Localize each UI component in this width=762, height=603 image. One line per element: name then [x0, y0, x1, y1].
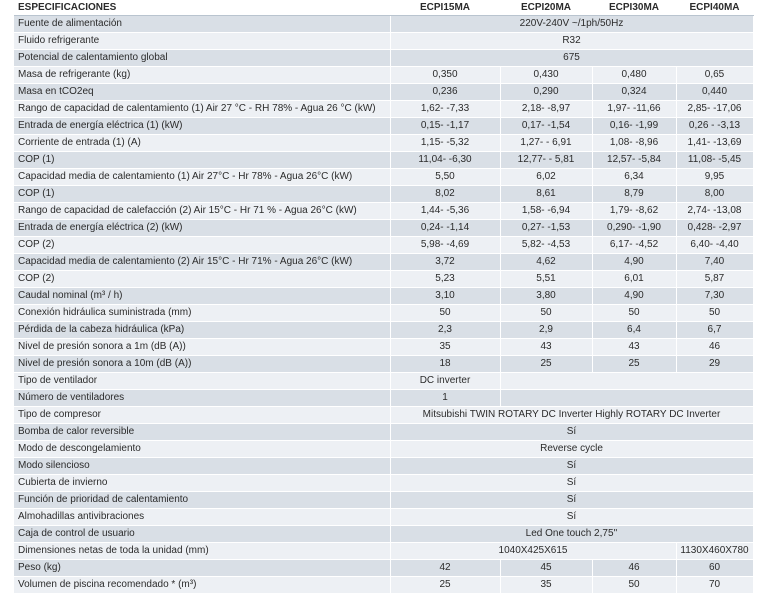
row-label: COP (2) — [14, 237, 390, 254]
row-value: 50 — [592, 305, 676, 322]
row-value: 29 — [676, 356, 753, 373]
table-row — [14, 424, 753, 441]
row-value: 0,236 — [390, 84, 500, 101]
row-value: 1,08- -8,96 — [592, 135, 676, 152]
header-model-ecpi15ma: ECPI15MA — [390, 0, 500, 16]
row-value: 6,02 — [500, 169, 592, 186]
table-row — [14, 33, 753, 50]
row-value: 0,430 — [500, 67, 592, 84]
row-value: 6,4 — [592, 322, 676, 339]
row-value: 1,62- -7,33 — [390, 101, 500, 118]
header-row — [14, 0, 753, 16]
row-label: Bomba de calor reversible — [14, 424, 390, 441]
row-value: R32 — [390, 33, 753, 50]
row-label: Nivel de presión sonora a 1m (dB (A)) — [14, 339, 390, 356]
row-value: 1,41- -13,69 — [676, 135, 753, 152]
row-value: Led One touch 2,75'' — [390, 526, 753, 543]
row-label: Peso (kg) — [14, 560, 390, 577]
row-label: Entrada de energía eléctrica (2) (kW) — [14, 220, 390, 237]
row-value: 1130X460X780 — [676, 543, 753, 560]
row-label: Corriente de entrada (1) (A) — [14, 135, 390, 152]
row-value: 3,10 — [390, 288, 500, 305]
table-row — [14, 237, 753, 254]
row-label: COP (1) — [14, 152, 390, 169]
row-value: 3,72 — [390, 254, 500, 271]
row-value: 0,26 - -3,13 — [676, 118, 753, 135]
row-label: Modo de descongelamiento — [14, 441, 390, 458]
row-value: 6,01 — [592, 271, 676, 288]
row-label: Rango de capacidad de calentamiento (1) Air 27 °C - RH 78% - Agua 26 °C (kW) — [14, 101, 390, 118]
table-row — [14, 390, 753, 407]
row-label: Caja de control de usuario — [14, 526, 390, 543]
table-row — [14, 288, 753, 305]
row-label: COP (1) — [14, 186, 390, 203]
row-label: Función de prioridad de calentamiento — [14, 492, 390, 509]
row-value: 25 — [592, 356, 676, 373]
table-row — [14, 475, 753, 492]
row-value: 1 — [390, 390, 500, 407]
table-row — [14, 577, 753, 594]
row-value: 5,98- -4,69 — [390, 237, 500, 254]
row-label: Potencial de calentamiento global — [14, 50, 390, 67]
row-value: Sí — [390, 492, 753, 509]
row-value: 12,77- - 5,81 — [500, 152, 592, 169]
table-row — [14, 492, 753, 509]
row-value: 50 — [390, 305, 500, 322]
row-label: Masa en tCO2eq — [14, 84, 390, 101]
row-value: 11,04- -6,30 — [390, 152, 500, 169]
header-model-ecpi30ma: ECPI30MA — [592, 0, 676, 16]
table-row — [14, 526, 753, 543]
row-value: 1,97- -11,66 — [592, 101, 676, 118]
row-value: 8,61 — [500, 186, 592, 203]
row-label: Volumen de piscina recomendado * (m³) — [14, 577, 390, 594]
row-value: 1040X425X615 — [390, 543, 676, 560]
row-value: 1,79- -8,62 — [592, 203, 676, 220]
row-value: 1,27- - 6,91 — [500, 135, 592, 152]
row-value: DC inverter — [390, 373, 500, 390]
row-value: 43 — [500, 339, 592, 356]
row-value: 0,350 — [390, 67, 500, 84]
row-value: 35 — [390, 339, 500, 356]
row-value: 25 — [500, 356, 592, 373]
row-label: Fuente de alimentación — [14, 16, 390, 33]
row-value: 5,50 — [390, 169, 500, 186]
row-value: 18 — [390, 356, 500, 373]
row-value: 6,7 — [676, 322, 753, 339]
table-row — [14, 203, 753, 220]
row-value: 0,290 — [500, 84, 592, 101]
table-row — [14, 441, 753, 458]
row-value: Reverse cycle — [390, 441, 753, 458]
row-label: Caudal nominal (m³ / h) — [14, 288, 390, 305]
specifications-table — [14, 0, 754, 594]
row-value: 46 — [592, 560, 676, 577]
row-value: 0,27- -1,53 — [500, 220, 592, 237]
row-value: 6,17- -4,52 — [592, 237, 676, 254]
table-row — [14, 84, 753, 101]
table-row — [14, 373, 753, 390]
row-value: 50 — [592, 577, 676, 594]
header-specifications: ESPECIFICACIONES — [14, 0, 390, 16]
row-label: Conexión hidráulica suministrada (mm) — [14, 305, 390, 322]
table-row — [14, 16, 753, 33]
row-value: 1,44- -5,36 — [390, 203, 500, 220]
row-value: 4,90 — [592, 288, 676, 305]
row-value: 0,16- -1,99 — [592, 118, 676, 135]
row-value: 9,95 — [676, 169, 753, 186]
row-value: 2,3 — [390, 322, 500, 339]
row-value: Sí — [390, 509, 753, 526]
row-label: Rango de capacidad de calefacción (2) Air 15°C - Hr 71 % - Agua 26°C (kW) — [14, 203, 390, 220]
row-value: 35 — [500, 577, 592, 594]
table-row — [14, 169, 753, 186]
table-row — [14, 186, 753, 203]
row-value: 4,90 — [592, 254, 676, 271]
row-label: Número de ventiladores — [14, 390, 390, 407]
row-value: 25 — [390, 577, 500, 594]
row-value: 2,9 — [500, 322, 592, 339]
row-value: 3,80 — [500, 288, 592, 305]
row-label: COP (2) — [14, 271, 390, 288]
row-value: 11,08- -5,45 — [676, 152, 753, 169]
table-row — [14, 118, 753, 135]
row-value: Sí — [390, 475, 753, 492]
row-value: 50 — [500, 305, 592, 322]
row-value: 0,24- -1,14 — [390, 220, 500, 237]
row-value: 0,480 — [592, 67, 676, 84]
row-label: Tipo de ventilador — [14, 373, 390, 390]
row-value: 5,51 — [500, 271, 592, 288]
row-value: 220V-240V ~/1ph/50Hz — [390, 16, 753, 33]
table-row — [14, 356, 753, 373]
row-value: Sí — [390, 458, 753, 475]
row-label: Tipo de compresor — [14, 407, 390, 424]
header-model-ecpi40ma: ECPI40MA — [676, 0, 753, 16]
table-row — [14, 271, 753, 288]
row-value: 5,87 — [676, 271, 753, 288]
row-label: Entrada de energía eléctrica (1) (kW) — [14, 118, 390, 135]
row-value: 0,428- -2,97 — [676, 220, 753, 237]
row-value: 1,15- -5,32 — [390, 135, 500, 152]
row-value: 4,62 — [500, 254, 592, 271]
row-value: 7,30 — [676, 288, 753, 305]
table-row — [14, 254, 753, 271]
table-row — [14, 135, 753, 152]
table-row — [14, 407, 753, 424]
row-value: 8,00 — [676, 186, 753, 203]
table-row — [14, 322, 753, 339]
table-row — [14, 339, 753, 356]
row-value: 0,17- -1,54 — [500, 118, 592, 135]
row-value: 2,18- -8,97 — [500, 101, 592, 118]
row-label: Masa de refrigerante (kg) — [14, 67, 390, 84]
row-value: 12,57- -5,84 — [592, 152, 676, 169]
table-row — [14, 50, 753, 67]
row-value: 8,02 — [390, 186, 500, 203]
row-value: 8,79 — [592, 186, 676, 203]
row-value: 0,440 — [676, 84, 753, 101]
row-value: 1,58- -6,94 — [500, 203, 592, 220]
table-row — [14, 152, 753, 169]
row-value — [500, 373, 753, 390]
table-row — [14, 67, 753, 84]
table-row — [14, 543, 753, 560]
row-value: 6,34 — [592, 169, 676, 186]
row-value: 675 — [390, 50, 753, 67]
row-value: 6,40- -4,40 — [676, 237, 753, 254]
row-label: Dimensiones netas de toda la unidad (mm) — [14, 543, 390, 560]
row-label: Almohadillas antivibraciones — [14, 509, 390, 526]
row-value: Mitsubishi TWIN ROTARY DC Inverter Highly ROTARY DC Inverter — [390, 407, 753, 424]
table-row — [14, 101, 753, 118]
row-value: 70 — [676, 577, 753, 594]
table-row — [14, 560, 753, 577]
row-value: 0,65 — [676, 67, 753, 84]
header-model-ecpi20ma: ECPI20MA — [500, 0, 592, 16]
row-label: Nivel de presión sonora a 10m (dB (A)) — [14, 356, 390, 373]
row-value: 0,290- -1,90 — [592, 220, 676, 237]
row-value: 42 — [390, 560, 500, 577]
row-value: 45 — [500, 560, 592, 577]
row-value: 60 — [676, 560, 753, 577]
row-label: Modo silencioso — [14, 458, 390, 475]
table-row — [14, 509, 753, 526]
row-label: Capacidad media de calentamiento (2) Air 15°C - Hr 71% - Agua 26°C (kW) — [14, 254, 390, 271]
row-value — [500, 390, 753, 407]
table-row — [14, 458, 753, 475]
row-label: Fluido refrigerante — [14, 33, 390, 50]
row-value: 5,23 — [390, 271, 500, 288]
table-body — [14, 16, 753, 594]
row-value: 2,85- -17,06 — [676, 101, 753, 118]
row-label: Cubierta de invierno — [14, 475, 390, 492]
table-row — [14, 220, 753, 237]
row-value: 7,40 — [676, 254, 753, 271]
row-value: 2,74- -13,08 — [676, 203, 753, 220]
row-label: Pérdida de la cabeza hidráulica (kPa) — [14, 322, 390, 339]
row-value: 50 — [676, 305, 753, 322]
table-row — [14, 305, 753, 322]
row-value: Sí — [390, 424, 753, 441]
row-value: 5,82- -4,53 — [500, 237, 592, 254]
row-value: 0,15- -1,17 — [390, 118, 500, 135]
row-label: Capacidad media de calentamiento (1) Air 27°C - Hr 78% - Agua 26°C (kW) — [14, 169, 390, 186]
row-value: 0,324 — [592, 84, 676, 101]
row-value: 43 — [592, 339, 676, 356]
row-value: 46 — [676, 339, 753, 356]
